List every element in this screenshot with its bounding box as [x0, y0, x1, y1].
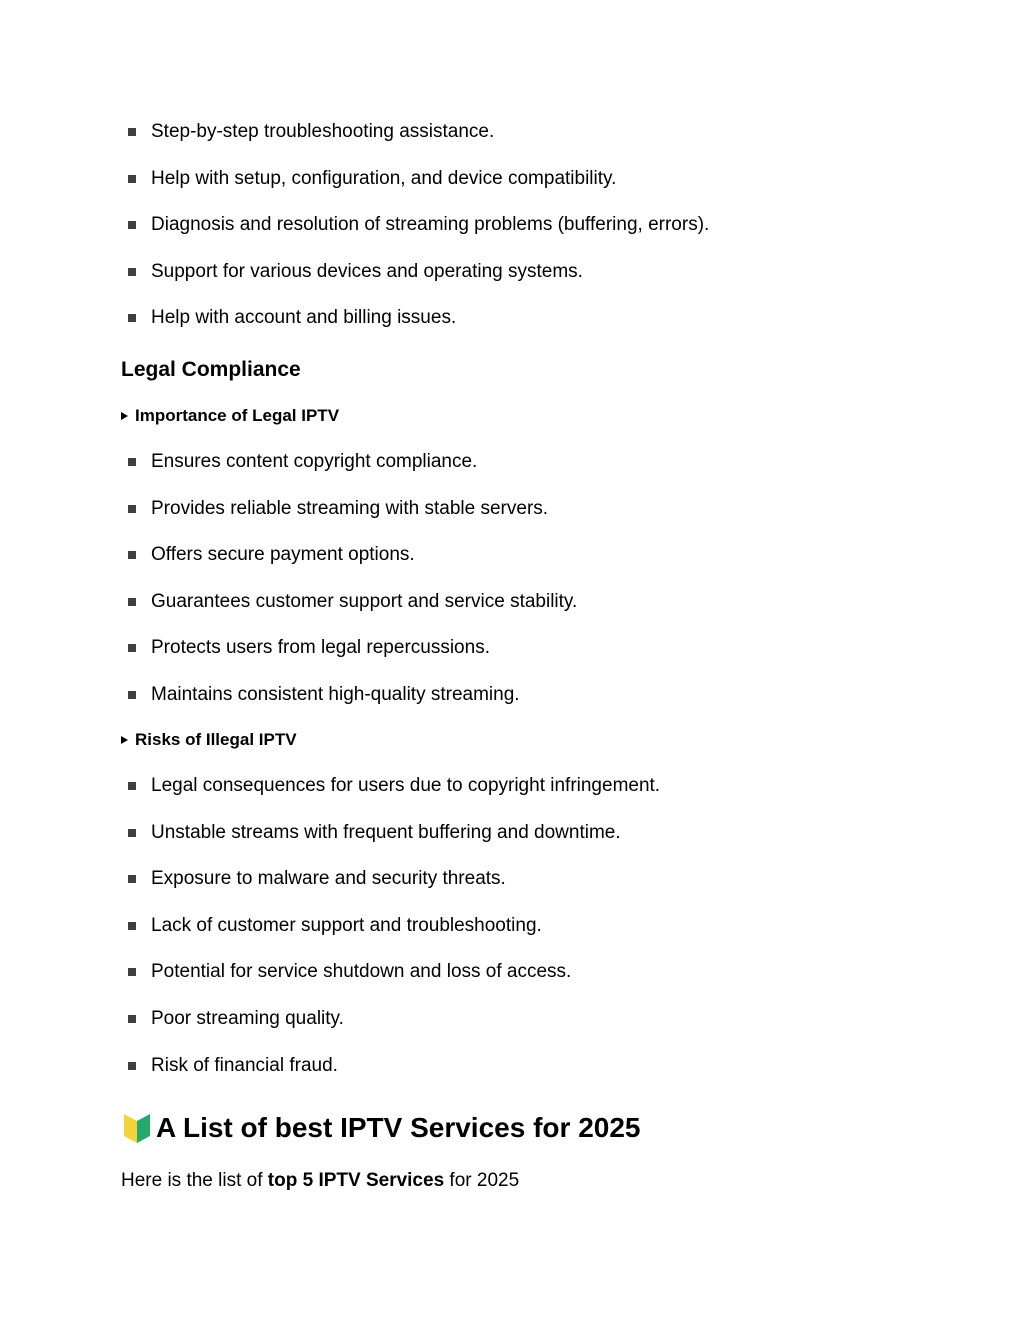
triangle-bullet-icon [121, 412, 128, 420]
square-bullet-icon [128, 829, 136, 837]
subheading-importance [121, 405, 339, 427]
square-bullet-icon [128, 644, 136, 652]
square-bullet-icon [128, 1015, 136, 1023]
square-bullet-icon [128, 314, 136, 322]
subheading-risks [121, 729, 297, 751]
list-item-text: Maintains consistent high-quality streaming. [151, 684, 520, 705]
square-bullet-icon [128, 175, 136, 183]
square-bullet-icon [128, 598, 136, 606]
list-item-text: Legal consequences for users due to copyright infringement. [151, 775, 661, 796]
square-bullet-icon [128, 1062, 136, 1070]
list-item-text: Help with setup, configuration, and device compatibility. [151, 168, 617, 189]
subheading-text: Risks of Illegal IPTV [135, 730, 297, 749]
list-item [128, 960, 571, 984]
list-item-text: Risk of financial fraud. [151, 1055, 338, 1076]
square-bullet-icon [128, 221, 136, 229]
list-item-text: Support for various devices and operating systems. [151, 261, 583, 282]
intro-text-bold: top 5 IPTV Services [267, 1170, 445, 1191]
intro-paragraph [121, 1168, 519, 1194]
list-item-text: Step-by-step troubleshooting assistance. [151, 121, 495, 142]
list-item [128, 260, 583, 284]
square-bullet-icon [128, 268, 136, 276]
square-bullet-icon [128, 551, 136, 559]
square-bullet-icon [128, 782, 136, 790]
section-heading-best-iptv [122, 1108, 640, 1148]
intro-text-before: Here is the list of [121, 1170, 268, 1191]
list-item [128, 306, 456, 330]
list-item [128, 683, 520, 707]
square-bullet-icon [128, 128, 136, 136]
list-item [128, 543, 415, 567]
list-item [128, 914, 542, 938]
square-bullet-icon [128, 505, 136, 513]
list-item [128, 774, 660, 798]
square-bullet-icon [128, 875, 136, 883]
list-item [128, 590, 577, 614]
square-bullet-icon [128, 458, 136, 466]
intro-text-after: for 2025 [444, 1170, 520, 1191]
list-item [128, 213, 709, 237]
list-item-text: Ensures content copyright compliance. [151, 451, 478, 472]
list-item [128, 636, 490, 660]
list-item-text: Offers secure payment options. [151, 544, 415, 565]
list-item [128, 1007, 344, 1031]
list-item-text: Guarantees customer support and service stability. [151, 591, 578, 612]
japanese-beginner-symbol-icon [122, 1112, 152, 1145]
list-item-text: Provides reliable streaming with stable servers. [151, 498, 549, 519]
list-item-text: Help with account and billing issues. [151, 307, 457, 328]
list-item-text: Diagnosis and resolution of streaming problems (buffering, errors). [151, 214, 710, 235]
heading-text: A List of best IPTV Services for 2025 [156, 1112, 641, 1143]
list-item-text: Poor streaming quality. [151, 1008, 344, 1029]
list-item-text: Unstable streams with frequent buffering and downtime. [151, 822, 621, 843]
list-item-text: Exposure to malware and security threats. [151, 868, 506, 889]
list-item [128, 450, 477, 474]
list-item [128, 867, 506, 891]
list-item [128, 120, 494, 144]
triangle-bullet-icon [121, 736, 128, 744]
list-item-text: Protects users from legal repercussions. [151, 637, 490, 658]
list-item [128, 167, 616, 191]
list-item [128, 821, 621, 845]
subheading-text: Importance of Legal IPTV [135, 406, 340, 425]
square-bullet-icon [128, 922, 136, 930]
square-bullet-icon [128, 691, 136, 699]
section-heading-legal-compliance: Legal Compliance [121, 358, 301, 381]
list-item [128, 1054, 338, 1078]
list-item [128, 497, 548, 521]
list-item-text: Potential for service shutdown and loss of access. [151, 961, 572, 982]
square-bullet-icon [128, 968, 136, 976]
list-item-text: Lack of customer support and troubleshooting. [151, 915, 542, 936]
